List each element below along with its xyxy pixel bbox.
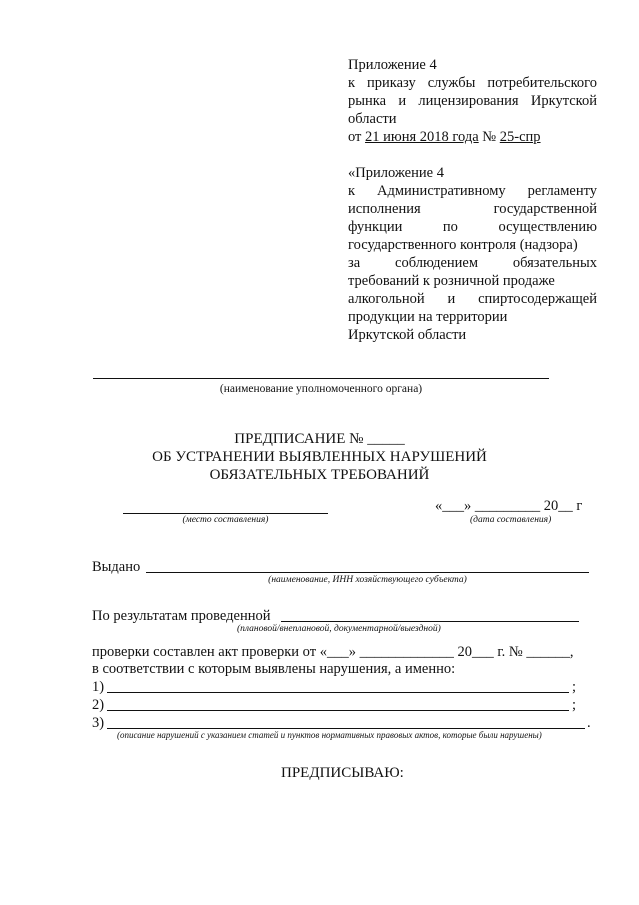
results-caption: (плановой/внеплановой, документарной/выездной)	[237, 624, 441, 634]
violation-line	[107, 728, 585, 729]
appendix2-line9: Иркутской области	[348, 327, 467, 343]
order-date: 21 июня 2018 года	[365, 129, 479, 145]
word: осуществлению	[498, 219, 597, 235]
appendix-order-line2	[348, 92, 597, 110]
appendix2-line4: государственного контроля (надзора)	[348, 237, 578, 253]
word: за	[348, 255, 361, 271]
word: Иркутской	[530, 93, 597, 109]
word: алкогольной	[348, 291, 425, 307]
violation-line	[107, 710, 569, 711]
word: исполнения	[348, 201, 421, 217]
word: лицензирования	[418, 93, 519, 109]
word: обязательных	[512, 255, 597, 271]
word: рынка	[348, 93, 387, 109]
word: службы	[427, 75, 476, 91]
appendix2-line5	[348, 254, 597, 272]
date-field: «___» _________ 20__ г	[435, 498, 583, 514]
appendix2-line1	[348, 182, 597, 200]
appendix2-line3	[348, 218, 597, 236]
heading-line3: ОБЯЗАТЕЛЬНЫХ ТРЕБОВАНИЙ	[209, 467, 430, 483]
issued-caption: (наименование, ИНН хозяйствующего субъекта)	[268, 575, 467, 585]
word: спиртосодержащей	[478, 291, 597, 307]
word: к	[348, 183, 356, 199]
authority-line	[93, 378, 549, 379]
violation-item-end: ;	[572, 679, 577, 695]
violation-item-num: 3)	[92, 715, 105, 731]
appendix2-line8: продукции на территории	[348, 309, 508, 325]
results-line	[281, 621, 579, 622]
word: потребительского	[487, 75, 597, 91]
word: государственной	[493, 201, 597, 217]
heading-line1: ПРЕДПИСАНИЕ № _____	[234, 431, 405, 447]
appendix-title: Приложение 4	[348, 57, 437, 73]
issued-line	[146, 572, 589, 573]
issued-label: Выдано	[92, 559, 141, 575]
appendix-order-line3: области	[348, 111, 397, 127]
violation-item-num: 2)	[92, 697, 105, 713]
place-caption: (место составления)	[182, 515, 269, 525]
word: приказу	[367, 75, 416, 91]
word: регламенту	[527, 183, 597, 199]
appendix2-line7	[348, 290, 597, 308]
violations-caption: (описание нарушений с указанием статей и пунктов нормативных правовых актов, которые были нарушены)	[117, 730, 542, 740]
violation-item-end: ;	[572, 697, 577, 713]
word: функции	[348, 219, 403, 235]
appendix2-line2	[348, 200, 597, 218]
results-label: По результатам проведенной	[92, 608, 271, 624]
word: и	[447, 291, 456, 307]
order-number: 25-спр	[499, 129, 541, 145]
date-caption: (дата составления)	[470, 515, 552, 525]
authority-caption: (наименование уполномоченного органа)	[219, 383, 423, 395]
word: Административному	[377, 183, 506, 199]
number-sign: №	[478, 129, 500, 145]
date-prefix: от	[348, 129, 366, 145]
accordance-line: в соответствии с которым выявлены нарушения, а именно:	[92, 661, 456, 677]
violation-item-num: 1)	[92, 679, 105, 695]
word: и	[398, 93, 407, 109]
appendix-date-line	[348, 128, 541, 146]
appendix2-line6: требований к розничной продаже	[348, 273, 555, 289]
violation-item-end: .	[587, 715, 591, 731]
prescribe-heading: ПРЕДПИСЫВАЮ:	[281, 765, 404, 781]
appendix2-title: «Приложение 4	[348, 165, 444, 181]
heading-line2: ОБ УСТРАНЕНИИ ВЫЯВЛЕННЫХ НАРУШЕНИЙ	[152, 449, 487, 465]
act-line: проверки составлен акт проверки от «___» _____________ 20___ г. № ______,	[92, 644, 574, 660]
word: по	[442, 219, 458, 235]
word: соблюдением	[395, 255, 479, 271]
word: к	[348, 75, 356, 91]
violation-line	[107, 692, 569, 693]
place-line	[123, 513, 328, 514]
appendix-order-line1	[348, 74, 597, 92]
